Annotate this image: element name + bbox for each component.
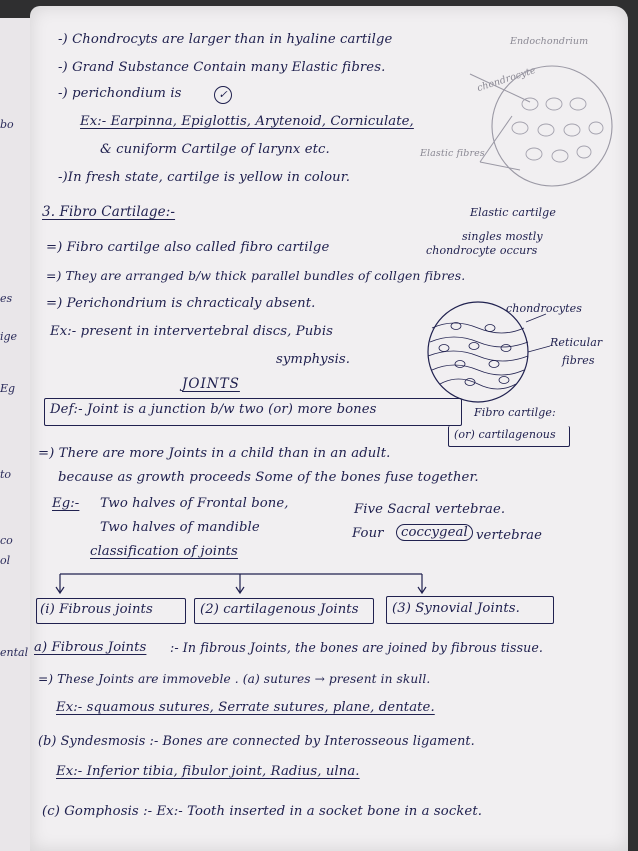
diagram-label: fibres	[562, 354, 595, 367]
margin-fragment: ige	[0, 330, 18, 343]
joint-type-label: (2) cartilagenous Joints	[200, 602, 359, 617]
fibrocartilage-diagram	[414, 298, 554, 408]
diagram-label: chondrocyte	[475, 64, 538, 95]
note-line: -)In fresh state, cartilge is yellow in colour.	[58, 170, 350, 185]
margin-fragment: ental	[0, 646, 29, 659]
diagram-title: Elastic cartilge	[470, 206, 556, 219]
example-line: Ex:- present in intervertebral discs, Pubis	[50, 324, 334, 339]
circled-word: coccygeal	[396, 524, 473, 541]
note-line: (b) Syndesmosis :- Bones are connected by Interosseous ligament.	[38, 734, 475, 749]
example-line: vertebrae	[476, 528, 542, 543]
note-line: =) These Joints are immoveble . (a) sutures → present in skull.	[38, 672, 431, 686]
example-line: Two halves of Frontal bone,	[100, 496, 289, 511]
example-line: Ex:- Inferior tibia, fibulor joint, Radius, ulna.	[56, 764, 360, 779]
margin-fragment: ol	[0, 554, 11, 567]
margin-fragment: co	[0, 534, 13, 547]
joint-type-label: (3) Synovial Joints.	[392, 601, 520, 616]
note-line: -) Chondrocyts are larger than in hyaline cartilge	[58, 32, 393, 47]
example-label: Eg:-	[52, 496, 80, 511]
note-line: symphysis.	[276, 352, 351, 367]
diagram-label: chondrocytes	[506, 302, 583, 315]
check-symbol: ✓	[214, 86, 232, 104]
example-line: Four	[352, 526, 384, 541]
note-line: & cuniform Cartilge of larynx etc.	[100, 142, 330, 157]
example-line: Two halves of mandible	[100, 520, 260, 535]
diagram-label: Endochondrium	[510, 36, 589, 47]
margin-fragment: to	[0, 468, 12, 481]
margin-fragment: es	[0, 292, 13, 305]
subheading: classification of joints	[90, 544, 238, 559]
elastic-cartilage-diagram	[450, 44, 620, 194]
note-line: -) perichondium is	[58, 86, 182, 101]
note-line: =) There are more Joints in a child than in an adult.	[38, 446, 391, 461]
example-line: Ex:- squamous sutures, Serrate sutures, plane, dentate.	[56, 700, 435, 715]
note-line: :- In fibrous Joints, the bones are joined by fibrous tissue.	[170, 640, 544, 655]
note-line: (c) Gomphosis :- Ex:- Tooth inserted in a socket bone in a socket.	[42, 804, 483, 819]
note-line: =) Perichondrium is chracticaly absent.	[46, 296, 316, 311]
definition-note: Fibro cartilge:	[474, 406, 556, 419]
classification-arrows	[30, 566, 628, 598]
note-line: because as growth proceeds Some of the bones fuse together.	[58, 470, 479, 485]
section-heading: JOINTS	[182, 376, 240, 392]
diagram-label: Elastic fibres	[420, 148, 485, 159]
section-heading: 3. Fibro Cartilage:-	[42, 204, 176, 220]
notebook-page	[30, 6, 628, 851]
margin-fragment: Eg	[0, 382, 16, 395]
definition-text: Def:- Joint is a junction b/w two (or) more bones	[50, 402, 377, 417]
example-line: Ex:- Earpinna, Epiglottis, Arytenoid, Corniculate,	[80, 114, 414, 129]
definition-note: (or) cartilagenous	[454, 428, 556, 441]
note-line: chondrocyte occurs	[426, 244, 538, 257]
joint-type-label: (i) Fibrous joints	[40, 602, 153, 617]
note-line: =) They are arranged b/w thick parallel bundles of collgen fibres.	[46, 268, 466, 283]
diagram-subtitle: singles mostly	[462, 230, 543, 243]
note-line: =) Fibro cartilge also called fibro cartilge	[46, 240, 330, 255]
note-line: -) Grand Substance Contain many Elastic fibres.	[58, 60, 386, 75]
example-line: Five Sacral vertebrae.	[354, 502, 506, 517]
margin-fragment: bo	[0, 118, 14, 131]
diagram-label: Reticular	[550, 336, 603, 349]
subheading: a) Fibrous Joints	[34, 640, 147, 655]
